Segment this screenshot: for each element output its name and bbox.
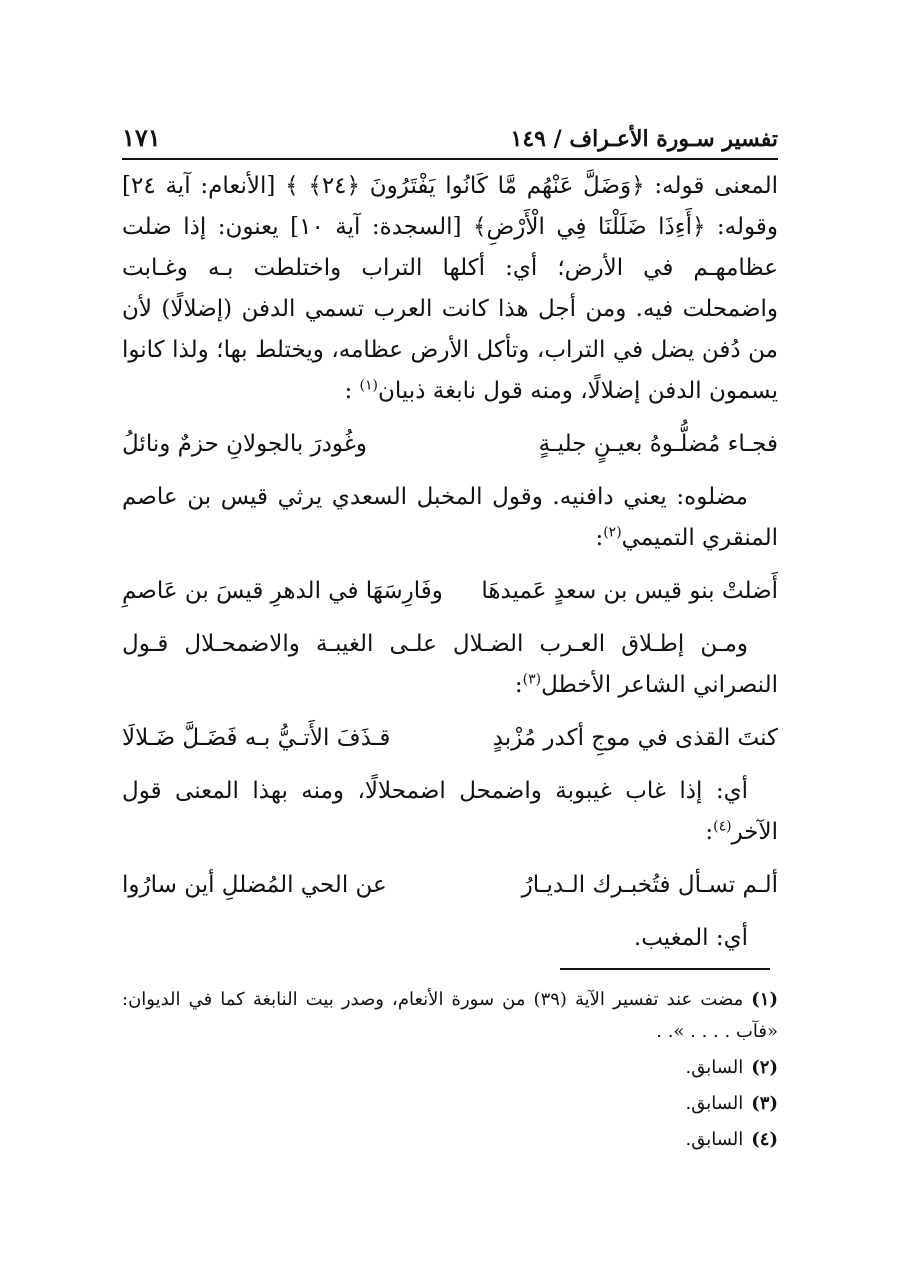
paragraph-colon: : <box>705 819 714 845</box>
footnote-separator <box>560 968 770 970</box>
paragraph-text: المعنى قوله: ﴿وَضَلَّ عَنْهُم مَّا كَانُوا يَفْتَرُونَ ﴿٢٤﴾ ﴾ [الأنعام: آية ٢٤] وقوله: ﴿أَءِذَا ضَلَلْنَا فِي الْأَرْضِ﴾ [السجدة: آية ١٠] يعنون: إذا ضلت عظامهـم في الأرض؛ أي: أكلها التراب واختلطت بـه وغـابت واضمحلت فيه. ومن أجل هذا كانت العرب تسمي الدفن (إضلالًا) لأن من دُفن يضل في التراب، وتأكل الأرض عظامه، ويختلط بها؛ ولذا كانوا يسمون الدفن إضلالًا، ومنه قول نابغة ذبيان <box>122 173 779 404</box>
poetry-verse-1 <box>122 424 778 465</box>
verse-first-hemistich: أَضلتْ بنو قيس بن سعدٍ عَميدهَا <box>481 578 778 604</box>
paragraph-colon: : <box>514 672 523 698</box>
footnote-number: (٤) <box>751 1129 778 1150</box>
paragraph-3 <box>122 624 778 706</box>
footnote-ref[interactable]: (٢) <box>603 524 622 541</box>
footnote-2 <box>122 1052 778 1084</box>
footnote-1 <box>122 984 778 1048</box>
paragraph-4 <box>122 771 778 853</box>
paragraph-text: أي: إذا غاب غيبوبة واضمحل اضمحلالًا، ومنه بهذا المعنى قول الآخر <box>122 778 778 845</box>
paragraph-text: مضلوه: يعني دافنيه. وقول المخبل السعدي يرثي قيس بن عاصم المنقري التميمي <box>122 484 778 551</box>
paragraph-1 <box>122 166 778 412</box>
footnote-ref[interactable]: (١) <box>359 377 378 394</box>
footnote-ref[interactable]: (٤) <box>713 818 732 835</box>
footnote-number: (١) <box>751 989 778 1010</box>
verse-second-hemistich: عن الحي المُضللِ أين سارُوا <box>122 872 387 898</box>
footnote-text: مضت عند تفسير الآية (٣٩) من سورة الأنعام، وصدر بيت النابغة كما في الديوان: «فآب . . . . ». . <box>122 989 778 1042</box>
poetry-verse-3 <box>122 718 778 759</box>
paragraph-colon: : <box>595 525 604 551</box>
footnote-3 <box>122 1088 778 1120</box>
footnote-text: السابق. <box>685 1129 744 1150</box>
main-text <box>122 166 778 959</box>
paragraph-2 <box>122 477 778 559</box>
paragraph-5: أي: المغيب. <box>633 925 748 951</box>
page-number: ١٧١ <box>122 123 161 152</box>
poetry-verse-4 <box>122 865 778 906</box>
verse-first-hemistich: ألـم تسـأل فتُخبـرك الـديـارُ <box>521 872 778 898</box>
verse-second-hemistich: وغُودرَ بالجولانِ حزمٌ ونائلُ <box>122 431 367 457</box>
poetry-verse-2 <box>122 571 778 612</box>
footnote-text: السابق. <box>685 1057 744 1078</box>
footnotes <box>122 984 778 1160</box>
verse-first-hemistich: كنتَ القذى في موجِ أكدر مُزْبدٍ <box>492 725 778 751</box>
verse-first-hemistich: فجـاء مُضلُّـوهُ بعيـنٍ جليـةٍ <box>538 431 778 457</box>
footnote-number: (٣) <box>751 1093 778 1114</box>
page-header <box>122 112 778 160</box>
footnote-text: السابق. <box>685 1093 744 1114</box>
running-title: تفسير سـورة الأعـراف / ١٤٩ <box>510 126 778 152</box>
paragraph-text: ومـن إطـلاق العـرب الضـلال علـى الغيبـة والاضمحـلال قـول النصراني الشاعر الأخطل <box>122 631 778 698</box>
paragraph-colon: : <box>344 378 353 404</box>
footnote-ref[interactable]: (٣) <box>522 671 542 688</box>
verse-second-hemistich: قـذَفَ الأَتـيُّ بـه فَضَـلَّ ضَـلالَا <box>122 725 391 751</box>
footnote-4 <box>122 1124 778 1156</box>
verse-second-hemistich: وفَارِسَهَا في الدهرِ قيسَ بن عَاصمِ <box>122 578 443 604</box>
footnote-number: (٢) <box>751 1057 778 1078</box>
